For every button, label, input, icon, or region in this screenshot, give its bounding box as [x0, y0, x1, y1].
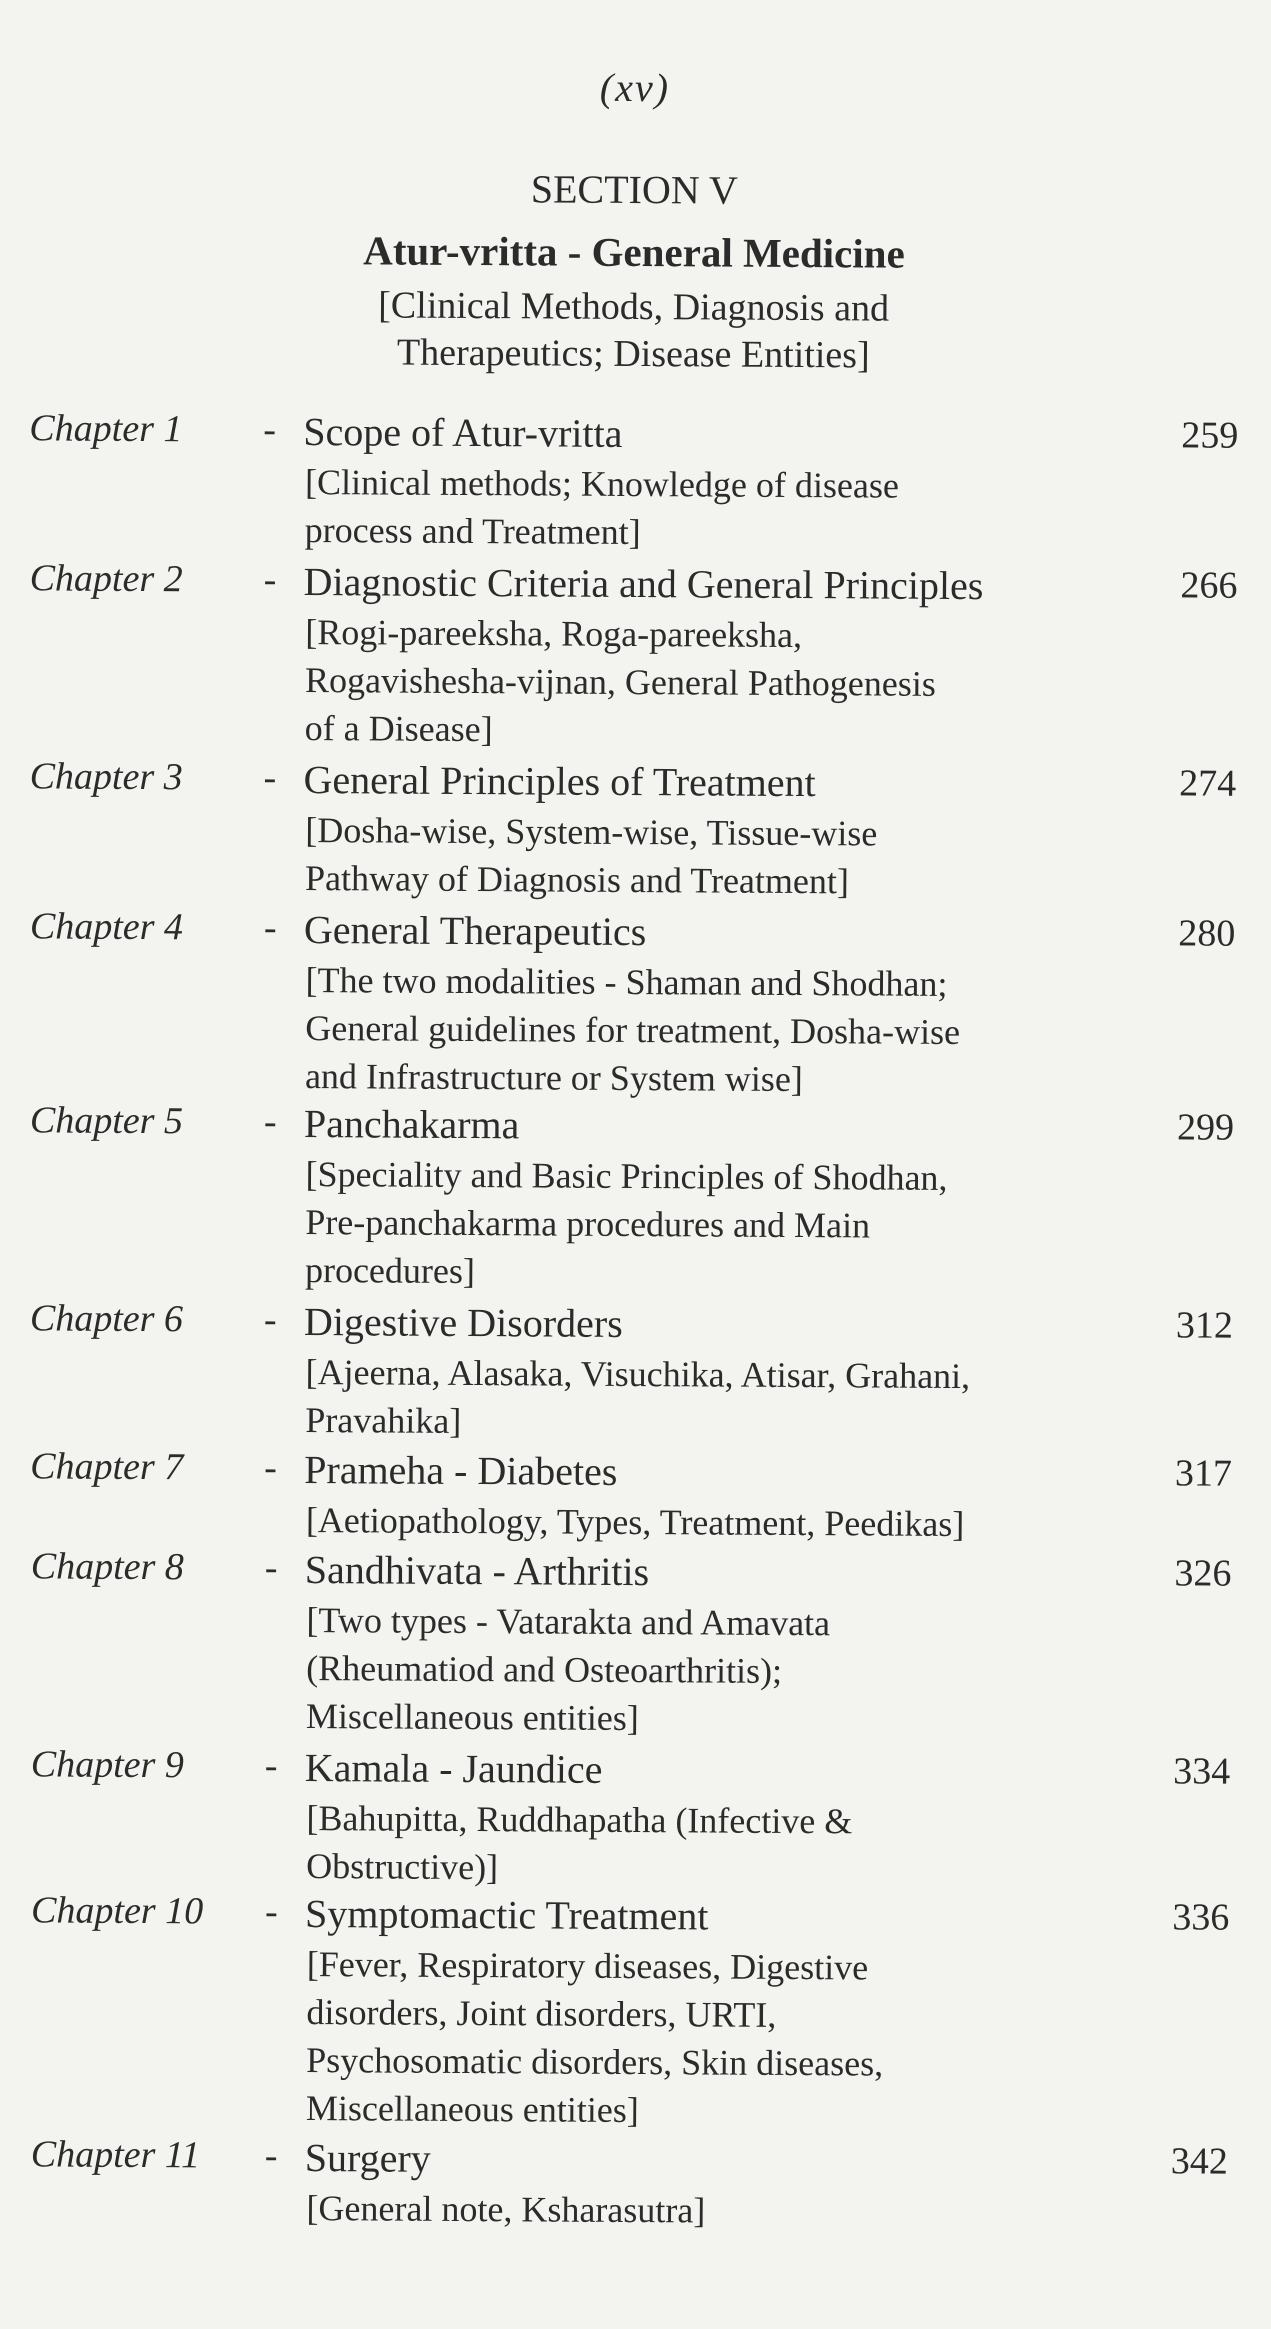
chapter-description-line: [Dosha-wise, System-wise, Tissue-wise [305, 809, 878, 854]
chapter-description-line: procedures] [304, 1250, 476, 1292]
chapter-description-line: and Infrastructure or System wise] [304, 1056, 803, 1100]
chapter-separator: - [264, 1546, 278, 1589]
chapter-description-line: [The two modalities - Shaman and Shodhan; [305, 960, 948, 1004]
chapter-description [305, 1348, 1206, 1449]
chapter-label: Chapter 4 [29, 905, 184, 949]
chapter-title: General Principles of Treatment [303, 756, 816, 806]
chapter-title: Scope of Atur-vritta [303, 408, 623, 456]
chapter-description-line: [Aetiopathology, Types, Treatment, Peedikas] [305, 1500, 965, 1545]
chapter-description-line: [Ajeerna, Alasaka, Visuchika, Atisar, Grahani, [305, 1352, 971, 1397]
chapter-description-line: [Two types - Vatarakta and Amavata [306, 1600, 831, 1644]
chapter-title: Diagnostic Criteria and General Principles [303, 558, 984, 609]
chapter-description-line: [General note, Ksharasutra] [306, 2188, 706, 2231]
chapter-page-number: 326 [1174, 1552, 1232, 1595]
chapter-description-line: [Clinical methods; Knowledge of disease [304, 461, 900, 506]
chapter-description-line: Psychosomatic disorders, Skin diseases, [306, 2040, 884, 2084]
section-subtitle-line: [Clinical Methods, Diagnosis and [378, 284, 890, 330]
chapter-title: Symptomactic Treatment [304, 1891, 709, 1939]
chapter-title: Sandhivata - Arthritis [304, 1547, 650, 1595]
chapter-separator: - [264, 2134, 278, 2177]
chapter-separator: - [263, 558, 277, 601]
chapter-description-line: Pravahika] [305, 1400, 462, 1441]
chapter-separator: - [263, 906, 277, 949]
chapter-title: Panchakarma [303, 1100, 520, 1148]
chapter-label: Chapter 10 [30, 1889, 204, 1933]
chapter-title: Prameha - Diabetes [304, 1447, 618, 1494]
chapter-entry [0, 406, 1268, 553]
chapter-page-number: 312 [1175, 1304, 1234, 1347]
chapter-label: Chapter 8 [30, 1545, 184, 1589]
chapter-page-number: 334 [1173, 1750, 1231, 1793]
chapter-description [305, 608, 1206, 757]
chapter-description-line: [Rogi-pareeksha, Roga-pareeksha, [305, 611, 803, 656]
section-subtitle-line: Therapeutics; Disease Entities] [396, 331, 870, 377]
chapter-label: Chapter 3 [29, 755, 183, 799]
chapter-description-line: [Fever, Respiratory diseases, Digestive [306, 1944, 869, 1988]
chapter-description-line: Rogavishesha-vijnan, General Pathogenesis [304, 659, 936, 704]
chapter-page-number: 266 [1180, 564, 1238, 607]
chapter-description-line: General guidelines for treatment, Dosha-wise [305, 1008, 961, 1053]
chapter-description-line: process and Treatment] [304, 509, 641, 553]
chapter-page-number: 317 [1174, 1452, 1233, 1495]
chapter-separator: - [263, 1298, 277, 1341]
chapter-description [305, 1150, 1206, 1299]
chapter-separator: - [263, 408, 277, 451]
chapter-description-line: disorders, Joint disorders, URTI, [306, 1992, 777, 2035]
chapter-description-line: Miscellaneous entities] [305, 2088, 639, 2131]
chapter-description-line: Obstructive)] [306, 1846, 499, 1888]
chapter-description [305, 806, 1206, 907]
chapter-separator: - [263, 756, 277, 799]
chapter-label: Chapter 5 [29, 1099, 184, 1143]
section-label: SECTION V [530, 166, 739, 213]
chapter-description-line: of a Disease] [304, 707, 493, 750]
chapter-title: Digestive Disorders [303, 1298, 623, 1346]
section-subtitle [0, 280, 1269, 382]
chapter-label: Chapter 9 [30, 1743, 184, 1787]
chapter-description [305, 458, 1206, 559]
chapter-description-line: [Bahupitta, Ruddhapatha (Infective & [306, 1798, 853, 1842]
chapter-description [306, 1596, 1207, 1745]
chapter-description [306, 1940, 1207, 2137]
chapter-label: Chapter 2 [29, 557, 183, 601]
chapter-label: Chapter 7 [30, 1445, 184, 1489]
chapter-separator: - [264, 1744, 278, 1787]
chapter-description-line: Miscellaneous entities] [305, 1696, 639, 1739]
chapter-page-number: 299 [1176, 1106, 1235, 1149]
chapter-description-line: Pathway of Diagnosis and Treatment] [304, 857, 850, 902]
section-heading: Atur-vritta - General Medicine [363, 227, 905, 277]
chapter-label: Chapter 1 [29, 407, 183, 451]
chapter-page-number: 342 [1170, 2140, 1228, 2183]
chapter-title: Kamala - Jaundice [304, 1745, 603, 1792]
chapter-separator: - [264, 1446, 277, 1489]
chapter-page-number: 336 [1172, 1896, 1230, 1939]
chapter-separator: - [264, 1890, 278, 1933]
chapter-description-line: (Rheumatiod and Osteoarthritis); [306, 1648, 783, 1691]
chapter-page-number: 274 [1179, 762, 1237, 805]
chapter-label: Chapter 6 [29, 1297, 184, 1341]
chapter-description-line: [Speciality and Basic Principles of Shodhan, [305, 1154, 948, 1198]
chapter-description-line: Pre-panchakarma procedures and Main [305, 1202, 871, 1246]
chapter-title: Surgery [304, 2135, 431, 2181]
chapter-description [305, 956, 1206, 1105]
chapter-label: Chapter 11 [30, 2133, 201, 2177]
chapter-description [306, 2184, 1206, 2237]
chapter-description [306, 1496, 1206, 1549]
chapter-page-number: 259 [1181, 414, 1239, 457]
chapter-title: General Therapeutics [303, 906, 647, 955]
chapter-description [306, 1794, 1207, 1895]
chapter-page-number: 280 [1178, 912, 1236, 955]
chapter-separator: - [263, 1100, 277, 1143]
page-folio: (xv) [599, 64, 671, 111]
